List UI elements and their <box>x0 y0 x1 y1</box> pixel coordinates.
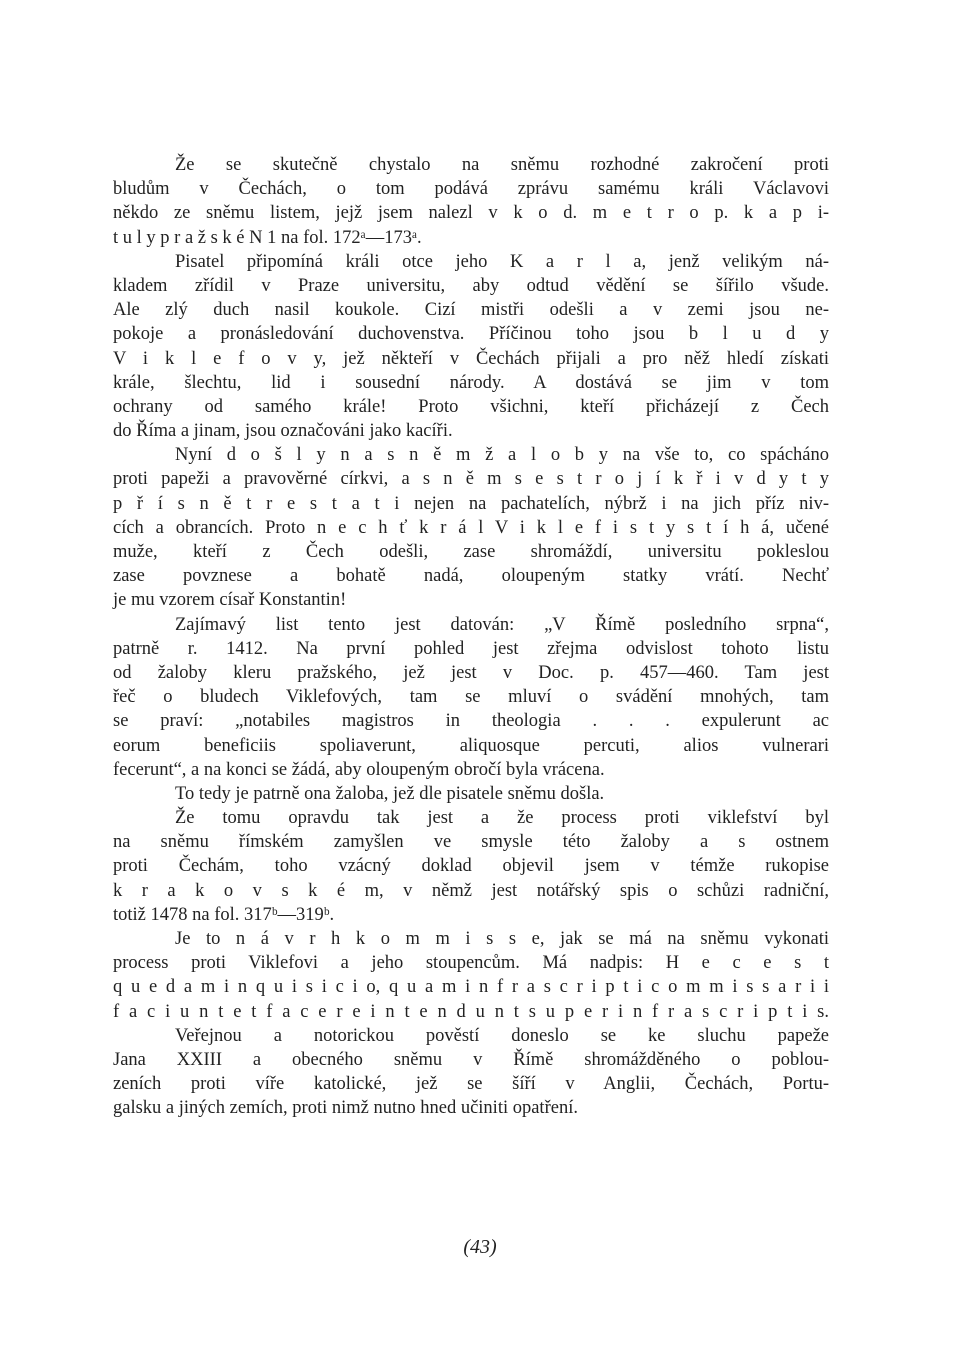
text-line: patrně r. 1412. Na první pohled jest zřejma odvislost tohoto listu <box>113 638 829 659</box>
text-line: kladem zřídil v Praze universitu, aby odtud vědění se šířilo všude. <box>113 275 829 296</box>
paragraph-5 <box>113 782 829 806</box>
text-line: process proti Viklefovi a jeho stoupencům. Má nadpis: H e c e s t <box>113 953 829 974</box>
text-line: proti papeži a pravověrné církvi, a s n ě m s e s t r o j í k ř i v d y t y <box>113 469 829 490</box>
text-line: Že tomu opravdu tak jest a že process proti viklefství byl <box>175 808 829 829</box>
text-line: totiž 1478 na fol. 317ᵇ—319ᵇ. <box>113 904 335 925</box>
paragraph-7 <box>113 927 829 1024</box>
text-line: q u e d a m i n q u i s i c i o, q u a m i n f r a s c r i p t i c o m m i s s a r i i <box>113 977 829 998</box>
text-line: proti Čechám, toho vzácný doklad objevil jsem v témže rukopise <box>113 856 829 877</box>
text-line: Veřejnou a notorickou pověstí doneslo se ke sluchu papeže <box>175 1025 829 1046</box>
text-line: je mu vzorem císař Konstantin! <box>113 590 347 611</box>
paragraph-2 <box>113 250 829 444</box>
text-line: eorum beneficiis spoliaverunt, aliquosque percuti, alios vulnerari <box>113 735 829 756</box>
text-line: na sněmu římském zamyšlen ve smysle této žaloby a s ostnem <box>113 832 829 853</box>
text-line: t u l y p r a ž s k é N 1 na fol. 172ᵃ—173ᵃ. <box>113 227 422 248</box>
text-line: galsku a jiných zemích, proti nimž nutno hned učiniti opatření. <box>113 1098 578 1119</box>
text-line: Zajímavý list tento jest datován: „V Římě posledního srpna“, <box>175 614 829 635</box>
text-line: Jana XXIII a obecného sněmu v Římě shromážděného o poblou- <box>113 1049 829 1070</box>
text-line: Ale zlý duch nasil koukole. Cizí mistři odešli a v zemi jsou ne- <box>113 300 829 321</box>
text-line: muže, kteří z Čech odešli, zase shromáždí, universitu pokleslou <box>113 542 829 562</box>
paragraph-6 <box>113 806 829 927</box>
text-line: f a c i u n t e t f a c e r e i n t e n d u n t s u p e r i n f r a s c r i p t i s. <box>113 1001 829 1022</box>
text-line: Je to n á v r h k o m m i s s e, jak se má na sněmu vykonati <box>175 929 829 949</box>
text-line: někdo ze sněmu listem, jejž jsem nalezl v k o d. m e t r o p. k a p i- <box>113 203 829 224</box>
text-line: Pisatel připomíná králi otce jeho K a r l a, jenž velikým ná- <box>175 251 829 272</box>
text-line: Nyní d o š l y n a s n ě m ž a l o b y na vše to, co spácháno <box>175 445 829 466</box>
paragraph-1 <box>113 153 829 250</box>
text-line: do Říma a jinam, jsou označováni jako kacíři. <box>113 421 453 442</box>
text-line: p ř í s n ě t r e s t a t i nejen na pachatelích, nýbrž i na jich příz niv- <box>113 493 829 514</box>
text-line: řeč o bludech Viklefových, tam se mluví o svádění mnohých, tam <box>113 687 829 708</box>
paragraph-4 <box>113 613 829 782</box>
paragraph-3 <box>113 443 829 612</box>
body-text <box>113 153 829 1121</box>
text-line: V i k l e f o v y, jež někteří v Čechách přijali a pro něž hledí získati <box>113 348 829 369</box>
text-line: od žaloby kleru pražského, jež jest v Doc. p. 457—460. Tam jest <box>113 662 829 683</box>
text-line: k r a k o v s k é m, v němž jest notářský spis o schůzi radniční, <box>113 880 829 901</box>
text-line: pokoje a pronásledování duchovenstva. Příčinou toho jsou b l u d y <box>113 324 829 345</box>
text-line: krále, šlechtu, lid i sousední národy. A dostává se jim v tom <box>113 372 829 393</box>
text-line: bludům v Čechách, o tom podává zprávu samému králi Václavovi <box>113 179 829 200</box>
text-line: se praví: „notabiles magistros in theologia . . . expulerunt ac <box>113 711 829 732</box>
text-line: zeních proti víře katolické, jež se šíří v Anglii, Čechách, Portu- <box>113 1074 829 1095</box>
text-line: cích a obrancích. Proto n e c h ť k r á l V i k l e f i s t y s t í h á, učené <box>113 517 829 538</box>
paragraph-8 <box>113 1024 829 1121</box>
page-number: (43) <box>463 1236 497 1258</box>
text-line: Že se skutečně chystalo na sněmu rozhodné zakročení proti <box>175 155 829 175</box>
text-line: ochrany od samého krále! Proto všichni, kteří přicházejí z Čech <box>113 396 829 417</box>
text-line: zase povznese a bohatě nadá, oloupeným statky vrátí. Nechť <box>113 566 829 587</box>
text-line: fecerunt“, a na konci se žádá, aby oloupeným obročí byla vrácena. <box>113 759 605 780</box>
text-line: To tedy je patrně ona žaloba, jež dle pisatele sněmu došla. <box>175 783 605 804</box>
